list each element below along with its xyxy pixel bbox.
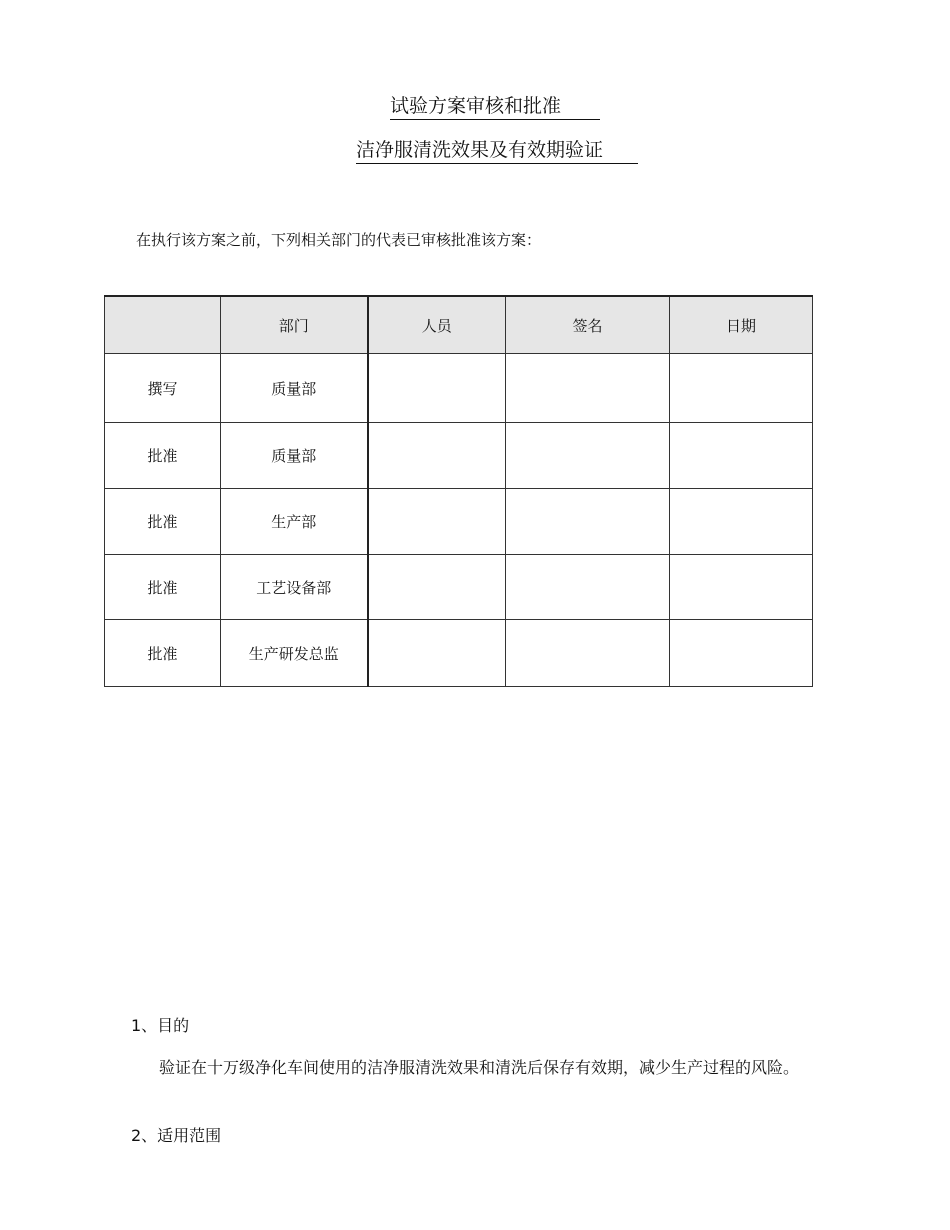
header-department: 部门 — [221, 296, 368, 354]
table-row — [105, 555, 813, 620]
date-cell[interactable] — [670, 489, 813, 555]
department-cell: 质量部 — [221, 354, 368, 423]
signature-cell[interactable] — [506, 620, 670, 687]
person-cell[interactable] — [368, 489, 506, 555]
role-cell: 批准 — [105, 489, 221, 555]
table-row — [105, 354, 813, 423]
header-person: 人员 — [368, 296, 506, 354]
date-cell[interactable] — [670, 354, 813, 423]
document-title: 试验方案审核和批准 — [390, 94, 600, 120]
department-cell: 生产部 — [221, 489, 368, 555]
person-cell[interactable] — [368, 620, 506, 687]
section-heading-purpose: 1、目的 — [131, 1016, 190, 1035]
date-cell[interactable] — [670, 423, 813, 489]
header-role — [105, 296, 221, 354]
signature-cell[interactable] — [506, 555, 670, 620]
date-cell[interactable] — [670, 620, 813, 687]
person-cell[interactable] — [368, 555, 506, 620]
document-subtitle: 洁净服清洗效果及有效期验证 — [356, 138, 638, 164]
table-row — [105, 423, 813, 489]
person-cell[interactable] — [368, 423, 506, 489]
table-row — [105, 489, 813, 555]
intro-text: 在执行该方案之前，下列相关部门的代表已审核批准该方案： — [136, 231, 542, 249]
department-cell: 生产研发总监 — [221, 620, 368, 687]
section-body-purpose: 验证在十万级净化车间使用的洁净服清洗效果和清洗后保存有效期，减少生产过程的风险。 — [159, 1058, 800, 1077]
signature-cell[interactable] — [506, 354, 670, 423]
table-row — [105, 620, 813, 687]
header-date: 日期 — [670, 296, 813, 354]
role-cell: 撰写 — [105, 354, 221, 423]
approval-table — [104, 295, 813, 687]
role-cell: 批准 — [105, 620, 221, 687]
department-cell: 工艺设备部 — [221, 555, 368, 620]
signature-cell[interactable] — [506, 423, 670, 489]
date-cell[interactable] — [670, 555, 813, 620]
table-header-row — [105, 296, 813, 354]
role-cell: 批准 — [105, 555, 221, 620]
section-heading-scope: 2、适用范围 — [131, 1126, 222, 1145]
role-cell: 批准 — [105, 423, 221, 489]
department-cell: 质量部 — [221, 423, 368, 489]
header-signature: 签名 — [506, 296, 670, 354]
person-cell[interactable] — [368, 354, 506, 423]
signature-cell[interactable] — [506, 489, 670, 555]
